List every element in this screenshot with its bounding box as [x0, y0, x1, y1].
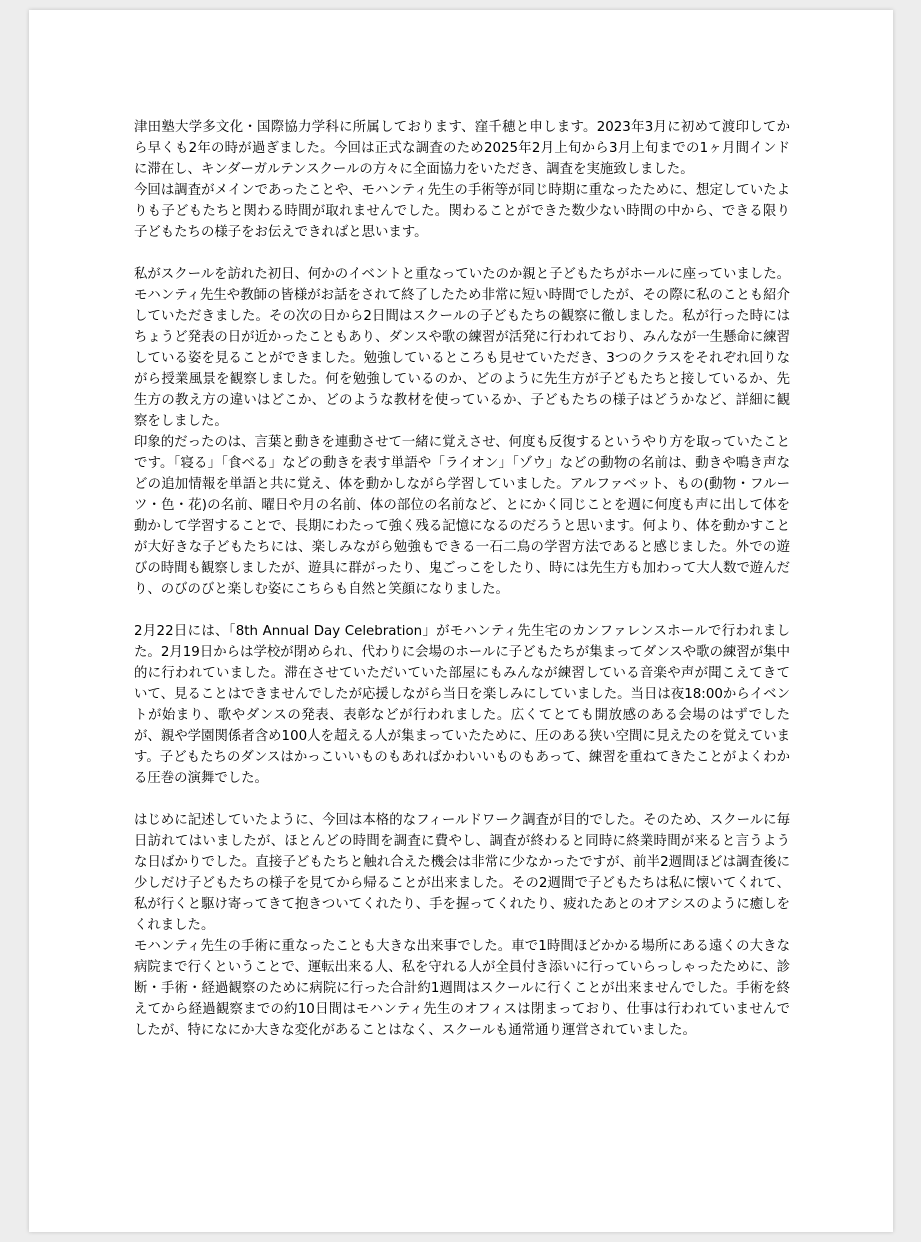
document-body [134, 117, 790, 1041]
paragraph-gap [134, 243, 790, 264]
paragraph-learning-method: 印象的だったのは、言葉と動きを連動させて一緒に覚えさせ、何度も反復するというやり方を取っていたことです。「寝る」「食べる」などの動きを表す単語や「ライオン」「ゾウ」などの動物の名前は、動きや鳴き声などの追加情報を単語と共に覚え、体を動かしながら学習していました。アルファベット、もの(動物・フルーツ・色・花)の名前、曜日や月の名前、体の部位の名前など、とにかく同じことを週に何度も声に出して体を動かして学習することで、長期にわたって強く残る記憶になるのだろうと思います。何より、体を動かすことが大好きな子どもたちには、楽しみながら勉強もできる一石二鳥の学習方法であると感じました。外での遊びの時間も観察しましたが、遊具に群がったり、鬼ごっこをしたり、時には先生方も加わって大人数で遊んだり、のびのびと楽しむ姿にこちらも自然と笑顔になりました。 [134, 435, 790, 597]
paragraph-gap [134, 789, 790, 810]
document-page [29, 10, 893, 1232]
paragraph-first-day: 私がスクールを訪れた初日、何かのイベントと重なっていたのか親と子どもたちがホールに座っていました。モハンティ先生や教師の皆様がお話をされて終了したため非常に短い時間でしたが、その際に私のことも紹介していただきました。その次の日から2日間はスクールの子どもたちの観察に徹しました。私が行った時にはちょうど発表の日が近かったこともあり、ダンスや歌の練習が活発に行われており、みんなが一生懸命に練習している姿を見ることができました。勉強しているところも見せていただき、3つのクラスをそれぞれ回りながら授業風景を観察しました。何を勉強しているのか、どのように先生方が子どもたちと接しているか、先生方の教え方の違いはどこか、どのような教材を使っているか、子どもたちの様子はどうかなど、詳細に観察をしました。 [134, 267, 790, 429]
paragraph-intro: 津田塾大学多文化・国際協力学科に所属しております、窪千穂と申します。2023年3月に初めて渡印してから早くも2年の時が過ぎました。今回は正式な調査のため2025年2月上旬から3月上旬までの1ヶ月間インドに滞在し、キンダーガルテンスクールの方々に全面協力をいただき、調査を実施致しました。 [134, 120, 790, 177]
paragraph-intro-continued: 今回は調査がメインであったことや、モハンティ先生の手術等が同じ時期に重なったために、想定していたよりも子どもたちと関わる時間が取れませんでした。関わることができた数少ない時間の中から、できる限り子どもたちの様子をお伝えできればと思います。 [134, 183, 790, 240]
paragraph-fieldwork: はじめに記述していたように、今回は本格的なフィールドワーク調査が目的でした。そのため、スクールに毎日訪れてはいましたが、ほとんどの時間を調査に費やし、調査が終わると同時に終業時間が来ると言うような日ばかりでした。直接子どもたちと触れ合えた機会は非常に少なかったですが、前半2週間ほどは調査後に少しだけ子どもたちの様子を見てから帰ることが出来ました。その2週間で子どもたちは私に懐いてくれて、私が行くと駆け寄ってきて抱きついてくれたり、手を握ってくれたり、疲れたあとのオアシスのように癒しをくれました。 [134, 813, 790, 933]
paragraph-annual-day: 2月22日には、「8th Annual Day Celebration」がモハンティ先生宅のカンファレンスホールで行われました。2月19日からは学校が閉められ、代わりに会場のホールに子どもたちが集まってダンスや歌の練習が集中的に行われていました。滞在させていただいていた部屋にもみんなが練習している音楽や声が聞こえてきていて、見ることはできませんでしたが応援しながら当日を楽しみにしていました。当日は夜18:00からイベントが始まり、歌やダンスの発表、表彰などが行われました。広くてとても開放感のある会場のはずでしたが、親や学園関係者含め100人を超える人が集まっていたために、圧のある狭い空間に見えたのを覚えています。子どもたちのダンスはかっこいいものもあればかわいいものもあって、練習を重ねてきたことがよくわかる圧巻の演舞でした。 [134, 624, 790, 786]
paragraph-gap [134, 600, 790, 621]
paragraph-surgery: モハンティ先生の手術に重なったことも大きな出来事でした。車で1時間ほどかかる場所にある遠くの大きな病院まで行くということで、運転出来る人、私を守れる人が全員付き添いに行っていらっしゃったために、診断・手術・経過観察のために病院に行った合計約1週間はスクールに行くことが出来ませんでした。手術を終えてから経過観察までの約10日間はモハンティ先生のオフィスは閉まっており、仕事は行われていませんでしたが、特になにか大きな変化があることはなく、スクールも通常通り運営されていました。 [134, 939, 790, 1038]
